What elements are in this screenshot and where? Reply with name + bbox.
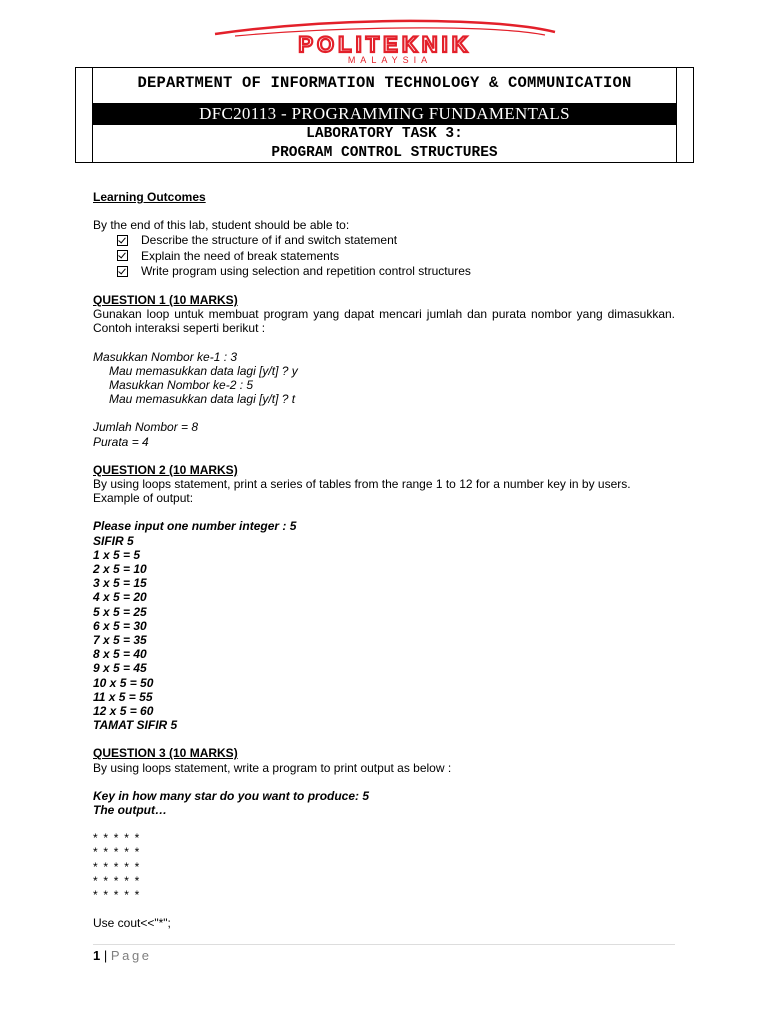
q2-output-line: 3 x 5 = 15 [93, 576, 147, 591]
q2-prompt: Please input one number integer : 5 [93, 519, 297, 534]
politeknik-logo [195, 18, 575, 68]
q2-output-line: 10 x 5 = 50 [93, 675, 154, 690]
star-row: * * * * * [93, 873, 141, 888]
q2-output-line: 9 x 5 = 45 [93, 661, 147, 676]
question-3-description: By using loops statement, write a program to print output as below : [93, 760, 452, 775]
question-2-description: By using loops statement, print a series of tables from the range 1 to 12 for a number key in by users. Example of output: [93, 476, 631, 506]
checkbox-checked-icon [117, 235, 128, 246]
q1-sample-line: Masukkan Nombor ke-1 : 3 [93, 349, 238, 364]
q2-output-line: 2 x 5 = 10 [93, 561, 147, 576]
outcome-text: Explain the need of break statements [141, 248, 340, 263]
outcomes-intro: By the end of this lab, student should be able to: [93, 218, 350, 233]
question-2-heading: QUESTION 2 (10 MARKS) [93, 462, 238, 477]
question-3-heading: QUESTION 3 (10 MARKS) [93, 746, 238, 761]
document-body [93, 190, 675, 930]
q2-output-line: 8 x 5 = 40 [93, 647, 147, 662]
q1-result-line: Jumlah Nombor = 8 [93, 420, 199, 435]
q2-output-line: SIFIR 5 [93, 533, 134, 548]
q2-output-line: 1 x 5 = 5 [93, 547, 141, 562]
q1-sample-line: Masukkan Nombor ke-2 : 5 [109, 377, 254, 392]
q3-output-label: The output… [93, 803, 167, 817]
course-title: DFC20113 - PROGRAMMING FUNDAMENTALS [92, 103, 677, 125]
outcomes-list [93, 232, 675, 279]
page-label: Page [110, 948, 152, 963]
q3-prompt: Key in how many star do you want to produce: 5 [93, 788, 370, 803]
q3-star-output [93, 831, 675, 902]
q2-output-line: 7 x 5 = 35 [93, 632, 147, 647]
q2-output [93, 534, 675, 733]
q2-output-line: 12 x 5 = 60 [93, 703, 154, 718]
q2-output-line: 4 x 5 = 20 [93, 590, 147, 605]
q2-output-line: 6 x 5 = 30 [93, 618, 147, 633]
question-1-description: Gunakan loop untuk membuat program yang dapat mencari jumlah dan purata nombor yang dimasukkan. Contoh interaksi seperti berikut : [93, 307, 675, 336]
outcome-item [93, 232, 675, 248]
logo-country: MALAYSIA [347, 55, 433, 65]
learning-outcomes-heading: Learning Outcomes [93, 190, 206, 204]
q1-sample-line: Mau memasukkan data lagi [y/t] ? y [109, 363, 298, 378]
page-number: 1 [93, 948, 101, 963]
lab-task-number: LABORATORY TASK 3: [306, 126, 463, 142]
q2-output-line: 5 x 5 = 25 [93, 604, 147, 619]
department-title: DEPARTMENT OF INFORMATION TECHNOLOGY & COMMUNICATION [137, 74, 632, 92]
q1-result-line: Purata = 4 [93, 434, 149, 449]
logo-wordmark: POLITEKNIK [298, 32, 472, 57]
lab-task-title: PROGRAM CONTROL STRUCTURES [271, 145, 498, 161]
footer-divider [93, 944, 675, 945]
outcome-text: Describe the structure of if and switch statement [141, 233, 398, 248]
course-header [75, 67, 694, 163]
q2-output-line: 11 x 5 = 55 [93, 689, 153, 704]
star-row: * * * * * [93, 845, 141, 860]
q2-output-line: TAMAT SIFIR 5 [93, 718, 178, 733]
star-row: * * * * * [93, 831, 141, 846]
star-row: * * * * * [93, 888, 141, 903]
star-row: * * * * * [93, 859, 141, 874]
checkbox-checked-icon [117, 266, 128, 277]
q3-hint: Use cout<<"*"; [93, 916, 171, 931]
checkbox-checked-icon [117, 250, 128, 261]
page-separator: | [100, 948, 111, 963]
outcome-text: Write program using selection and repetition control structures [141, 264, 471, 279]
page-footer [93, 948, 152, 963]
outcome-item [93, 263, 675, 279]
q1-sample-line: Mau memasukkan data lagi [y/t] ? t [109, 392, 296, 407]
question-1-heading: QUESTION 1 (10 MARKS) [93, 292, 238, 307]
outcome-item [93, 248, 675, 264]
